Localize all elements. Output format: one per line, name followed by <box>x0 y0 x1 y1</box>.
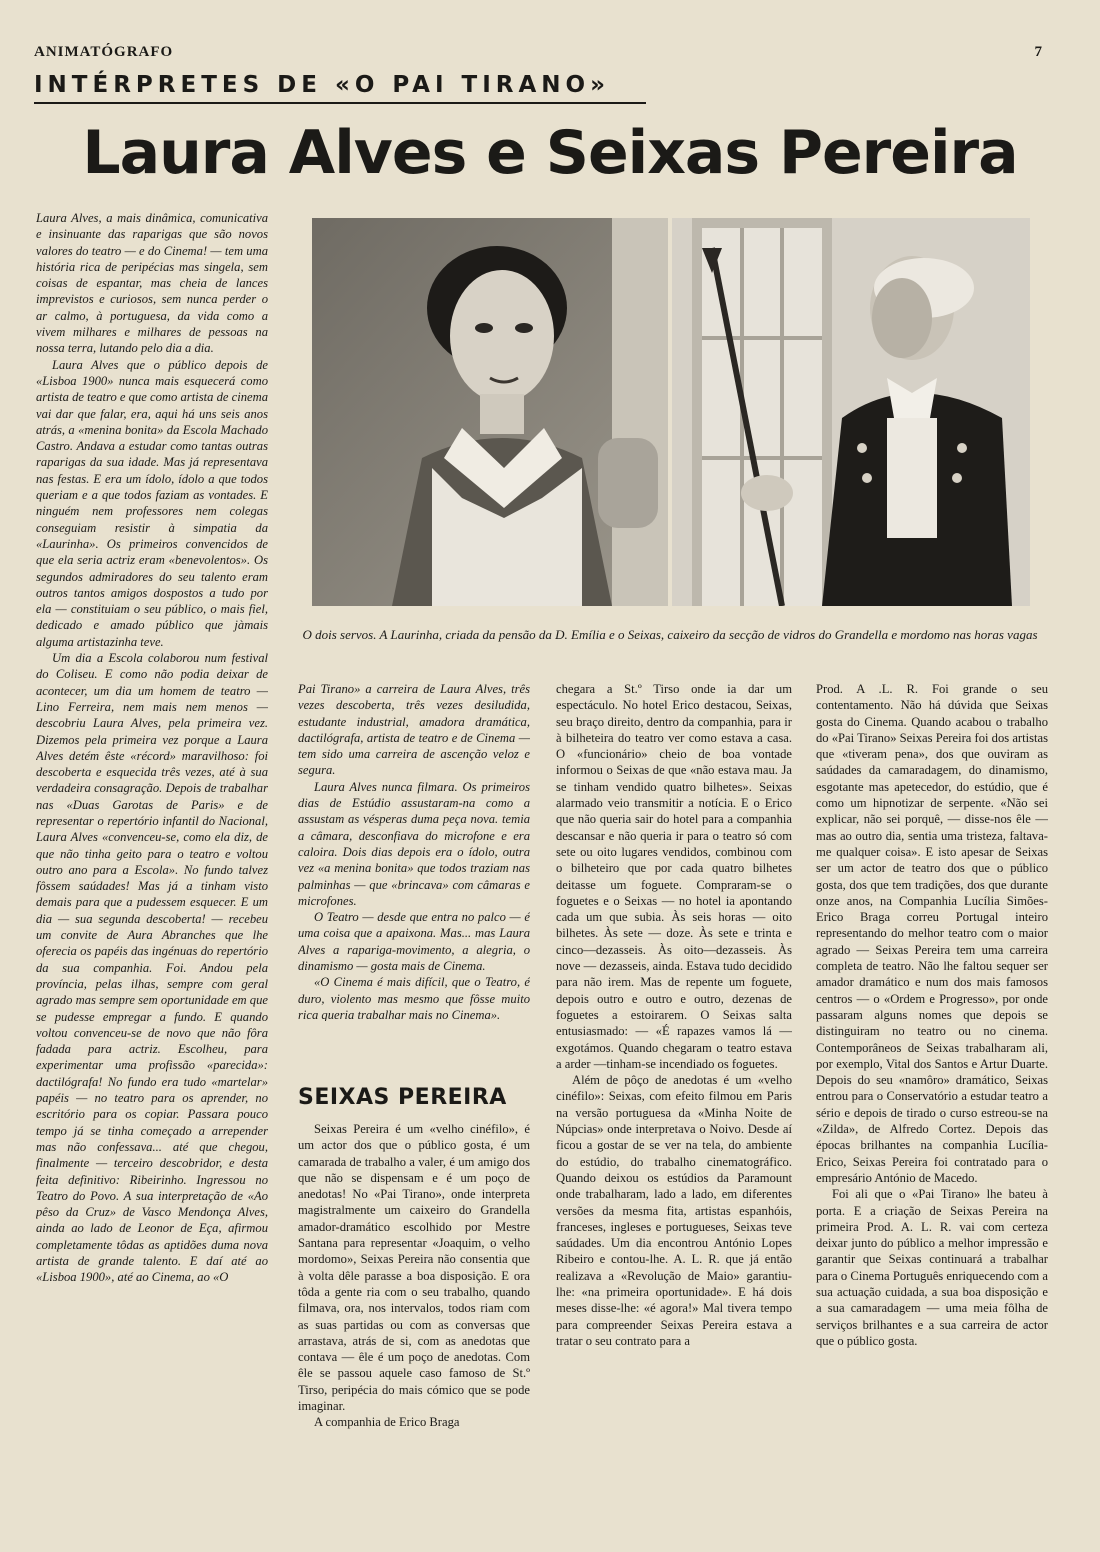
masthead: ANIMATÓGRAFO <box>34 44 174 60</box>
article-column-4 <box>816 681 1048 1501</box>
paragraph: Prod. A .L. R. Foi grande o seu contentamento. Não há dúvida que Seixas gosta do Cinema. Quando acabou o trabalho do «Pai Tirano» Seixas Pereira foi dos artistas que «tiveram pena», dos que ouviram as saúdades da camaradagem, do dinamismo, esgotante mas apetecedor, do estúdio, que é como um hipnotizar de serpente. «Não sei explicar, não sei porquê, — disse-nos êle — mas ao outro dia, sentia uma tristeza, faltava-me qualquer coisa». E isto apesar de Seixas ser um actor de teatro dos que o público gosta, dos que tem tradições, dos que durante onze anos, na Companhia Lucília Simões-Erico Braga correu Portugal inteiro representando do melhor teatro com o maior agrado — Seixas Pereira tem uma carreira completa de teatro. Não lhe faltou sequer ser amador dramático e num dos mais famosos centros — o «Ordem e Progresso», por onde passaram alguns nomes que depois se distinguiram no teatro ou no cinema. Contemporâneos de Seixas trabalharam ali, por exemplo, Vital dos Santos e Artur Duarte. Depois do seu «namôro» dramático, Seixas entrou para o Conservatório a estudar teatro a sério e depois de tirado o curso estreou-se na «Zilda», de Alfredo Cortez. Depois das épocas brilhantes na companhia Lucília-Erico, Seixas Pereira foi contratado para o empresário António de Macedo. <box>816 682 1048 1185</box>
headline: Laura Alves e Seixas Pereira <box>82 118 1018 188</box>
paragraph: O Teatro — desde que entra no palco — é uma coisa que a apaixona. Mas... mas Laura Alves a rapariga-movimento, a alegria, o dinamismo — gosta mais de Cinema. <box>298 910 530 974</box>
photo-pair <box>312 218 1030 606</box>
paragraph: Laura Alves nunca filmara. Os primeiros dias de Estúdio assustaram-na como a assustam as vésperas duma peça nova. temia a câmara, desconfiava do microfone e era caloira. Dois dias depois era o ídolo, outra vez «a menina bonita» que todos traziam nas palminhas — que «brincava» com câmaras e microfones. <box>298 779 530 908</box>
photo-seixas-pereira <box>672 218 1030 606</box>
paragraph: Um dia a Escola colaborou num festival do Coliseu. E como não podia deixar de acontecer, um dia um homem de teatro — Lino Ferreira, nem mais nem menos — descobriu Laura Alves, pela primeira vez. Dizemos pela primeira vez porque a Laura Alves detém êste «récord» maravilhoso: foi descoberta e esquecida três vezes, até à sua verdadeira consagração. Depois de trabalhar nas «Duas Garotas de Paris» e de representar o repertório infantil do Nacional, Laura Alves «convenceu-se, como ela diz, de que não tinha geito para o teatro e voltou outro ano para a Escola». No fundo talvez fôssem saúdades! Mas já a tinham visto demais para que a pudessem esquecer. E um dia — sua segunda descoberta! — recebeu um convite de Aura Abranches que lhe oferecia os papéis das ingénuas do repertório da sua companhia. Foi. Andou pela província, pelas ilhas, sempre com geral agrado mas sempre sem oportunidade em que se pudesse empregar a fundo. E quando voltou convenceu-se de novo que não fôra fadada para actriz. Escolheu, para experimentar uma profissão «parecida»: dactilógrafa! No fundo era tudo «martelar» papéis — no teatro para os aprender, no escritório para os copiar. Passara pouco tempo já se tinha começado a arrepender mas não confessava... até que chegou, finalmente — terceiro descobridor, e desta feita definitivo: Ribeirinho. Ingressou no Teatro do Povo. A sua interpretação de «Ao pêso da Cruz» de Vasco Mendonça Alves, ainda ao lado de Leonor de Eça, afirmou completamente tôdas as aptidões duma nova artista de grande talento. E daí até ao «Lisboa 1900», até ao Cinema, ao «O <box>36 651 268 1285</box>
section-title: SEIXAS PEREIRA <box>298 1085 507 1110</box>
page-number: 7 <box>1034 44 1042 60</box>
photo-laura-alves-image <box>312 218 668 606</box>
photo-laura-alves <box>312 218 668 606</box>
kicker: INTÉRPRETES DE «O PAI TIRANO» <box>34 72 646 104</box>
paragraph: chegara a St.º Tirso onde ia dar um espectáculo. No hotel Erico destacou, Seixas, seu braço direito, dentro da companhia, para ir à bilheteira do teatro ver como estava a casa. O «funcionário» cheio de boa vontade informou o Seixas de que «não estava mau. Ja se tinham vendido quatro bilhetes». Seixas alarmado veio transmitir a notícia. E o Erico que não queria sair do hotel para a companhia descansar e não queria ir para o teatro só com sete ou oito lugares vendidos, combinou com o bilheteiro que por cada quatro bilhetes deitasse um foguete. Compraram-se o foguetes e o Seixas — no hotel ia apontando cada um que subia. Às seis horas — oito bilhetes. Às sete — doze. Às sete e trinta e cinco—dezasseis. Às oito—dezasseis. Às nove — dezasseis, ainda. Estava tudo decidido para não irem. Mas de repente um foguete, depois outro e outro e outro, dezenas de foguetes a estoirarem. O Seixas salta entusiasmado: — «É rapazes vamos lá — exgotámos. Quando chegaram o teatro estava a arder —tinham-se incendiado os foguetes. <box>556 682 792 1071</box>
paragraph: Laura Alves, a mais dinâmica, comunicativa e insinuante das raparigas que são novos valores do teatro — e do Cinema! — tem uma história rica de peripécias mas singela, sem coisas de espantar, mas cheia de lances imprevistos e curiosos, sem nunca perder o ar calmo, à portuguesa, da vida como a vivem milhares e milhares de pessoas na nossa terra, lutando pelo dia a dia. <box>36 211 268 356</box>
paragraph: «O Cinema é mais difícil, que o Teatro, é duro, violento mas mesmo que fôsse muito rica queria trabalhar mais no Cinema». <box>298 975 530 1021</box>
paragraph: A companhia de Erico Braga <box>314 1415 460 1430</box>
article-column-2-lower <box>298 1121 530 1501</box>
paragraph: Laura Alves que o público depois de «Lisboa 1900» nunca mais esquecerá como artista de teatro e que como artista de cinema vai dar que falar, era, aqui há uns seis anos atrás, a «menina bonita» da Escola Machado Castro. Andava a estudar como tantas outras raparigas da sua idade. Mas já representava nas festas. E era um ídolo, ídolo a que todos queriam e a que todos faziam as vontades. E ninguém nem professores nem colegas conseguiam resistir à simpatia da «Laurinha». Os primeiros convencidos de que ela seria actriz eram «benevolentos». Os segundos admiradores do seu talento eram outros tantos amigos dospostos a tudo por ela — constituiam o seu público, o mais fiel, dedicado e amado público que jàmais alguma artistazinha teve. <box>36 357 268 649</box>
article-column-2 <box>298 681 530 1021</box>
paragraph: Seixas Pereira é um «velho cinéfilo», é um actor dos que o público gosta, é um camarada de trabalho a valer, é um amigo dos que não se dispensam e é um poço de anedotas! No «Pai Tirano», onde interpreta magistralmente um caixeiro do Grandella amador-dramático escolhido por Mestre Santana para representar «Joaquim, o velho mordomo», Seixas Pereira não consentia que à volta dêle parasse a boa disposição. E ora tôda a gente ria com o seu trabalho, quando filmava, ora, nos intervalos, todos riam com as suas partidas ou com as conversas que arrastava, atrás de si, com as anedotas que contava — êle é um poço de anedotas. Com êle se passou aquele caso famoso de St.º Tirso, peripécia do mais cómico que se pode imaginar. <box>298 1122 530 1414</box>
photo-caption: O dois servos. A Laurinha, criada da pensão da D. Emília e o Seixas, caixeiro da secção de vidros do Grandella e mordomo nas horas vagas <box>302 627 1038 642</box>
paragraph: Além de pôço de anedotas é um «velho cinéfilo»: Seixas, com efeito filmou em Paris na versão portuguesa da «Minha Noite de Núpcias» onde interpretava o Noivo. Desde aí ficou a gostar de se ver na tela, do ambiente do estúdio, do trabalho cinematográfico. Quando deixou os estúdios da Paramount onde trabalharam, lado a lado, em diferentes versões da mesma fita, artistas espanhóis, franceses, ingleses e portugueses, Seixas teve saúdades. Um dia encontrou António Lopes Ribeiro e contou-lhe. A. L. R. que já então realizava a «Revolução de Maio» garantiu-lhe: «na primeira oportunidade». E há dois meses disse-lhe: «é agora!» Mal tivera tempo para compreender Seixas Pereira estava a tratar o seu contrato para a <box>556 1073 792 1348</box>
article-column-1 <box>36 210 268 1500</box>
photo-seixas-pereira-image <box>672 218 1030 606</box>
paragraph: Pai Tirano» a carreira de Laura Alves, três vezes descoberta, três vezes desiludida, estudante industrial, amadora dramática, dactilógrafa, artista de teatro e de Cinema — tem sido uma carreira de ascenção veloz e segura. <box>298 682 530 778</box>
paragraph: Foi ali que o «Pai Tirano» lhe bateu à porta. E a criação de Seixas Pereira na primeira Prod. A. L. R. vai com certeza deixar junto do público a melhor impressão e garantir que Seixas continuará a trabalhar para o Cinema Português enriquecendo com a sua actuação cuidada, a sua boa disposição e a sua camaradagem — uma meia fôlha de serviços brilhantes e a sua carreira de actor que o público gosta. <box>816 1187 1048 1348</box>
article-column-3 <box>556 681 792 1501</box>
